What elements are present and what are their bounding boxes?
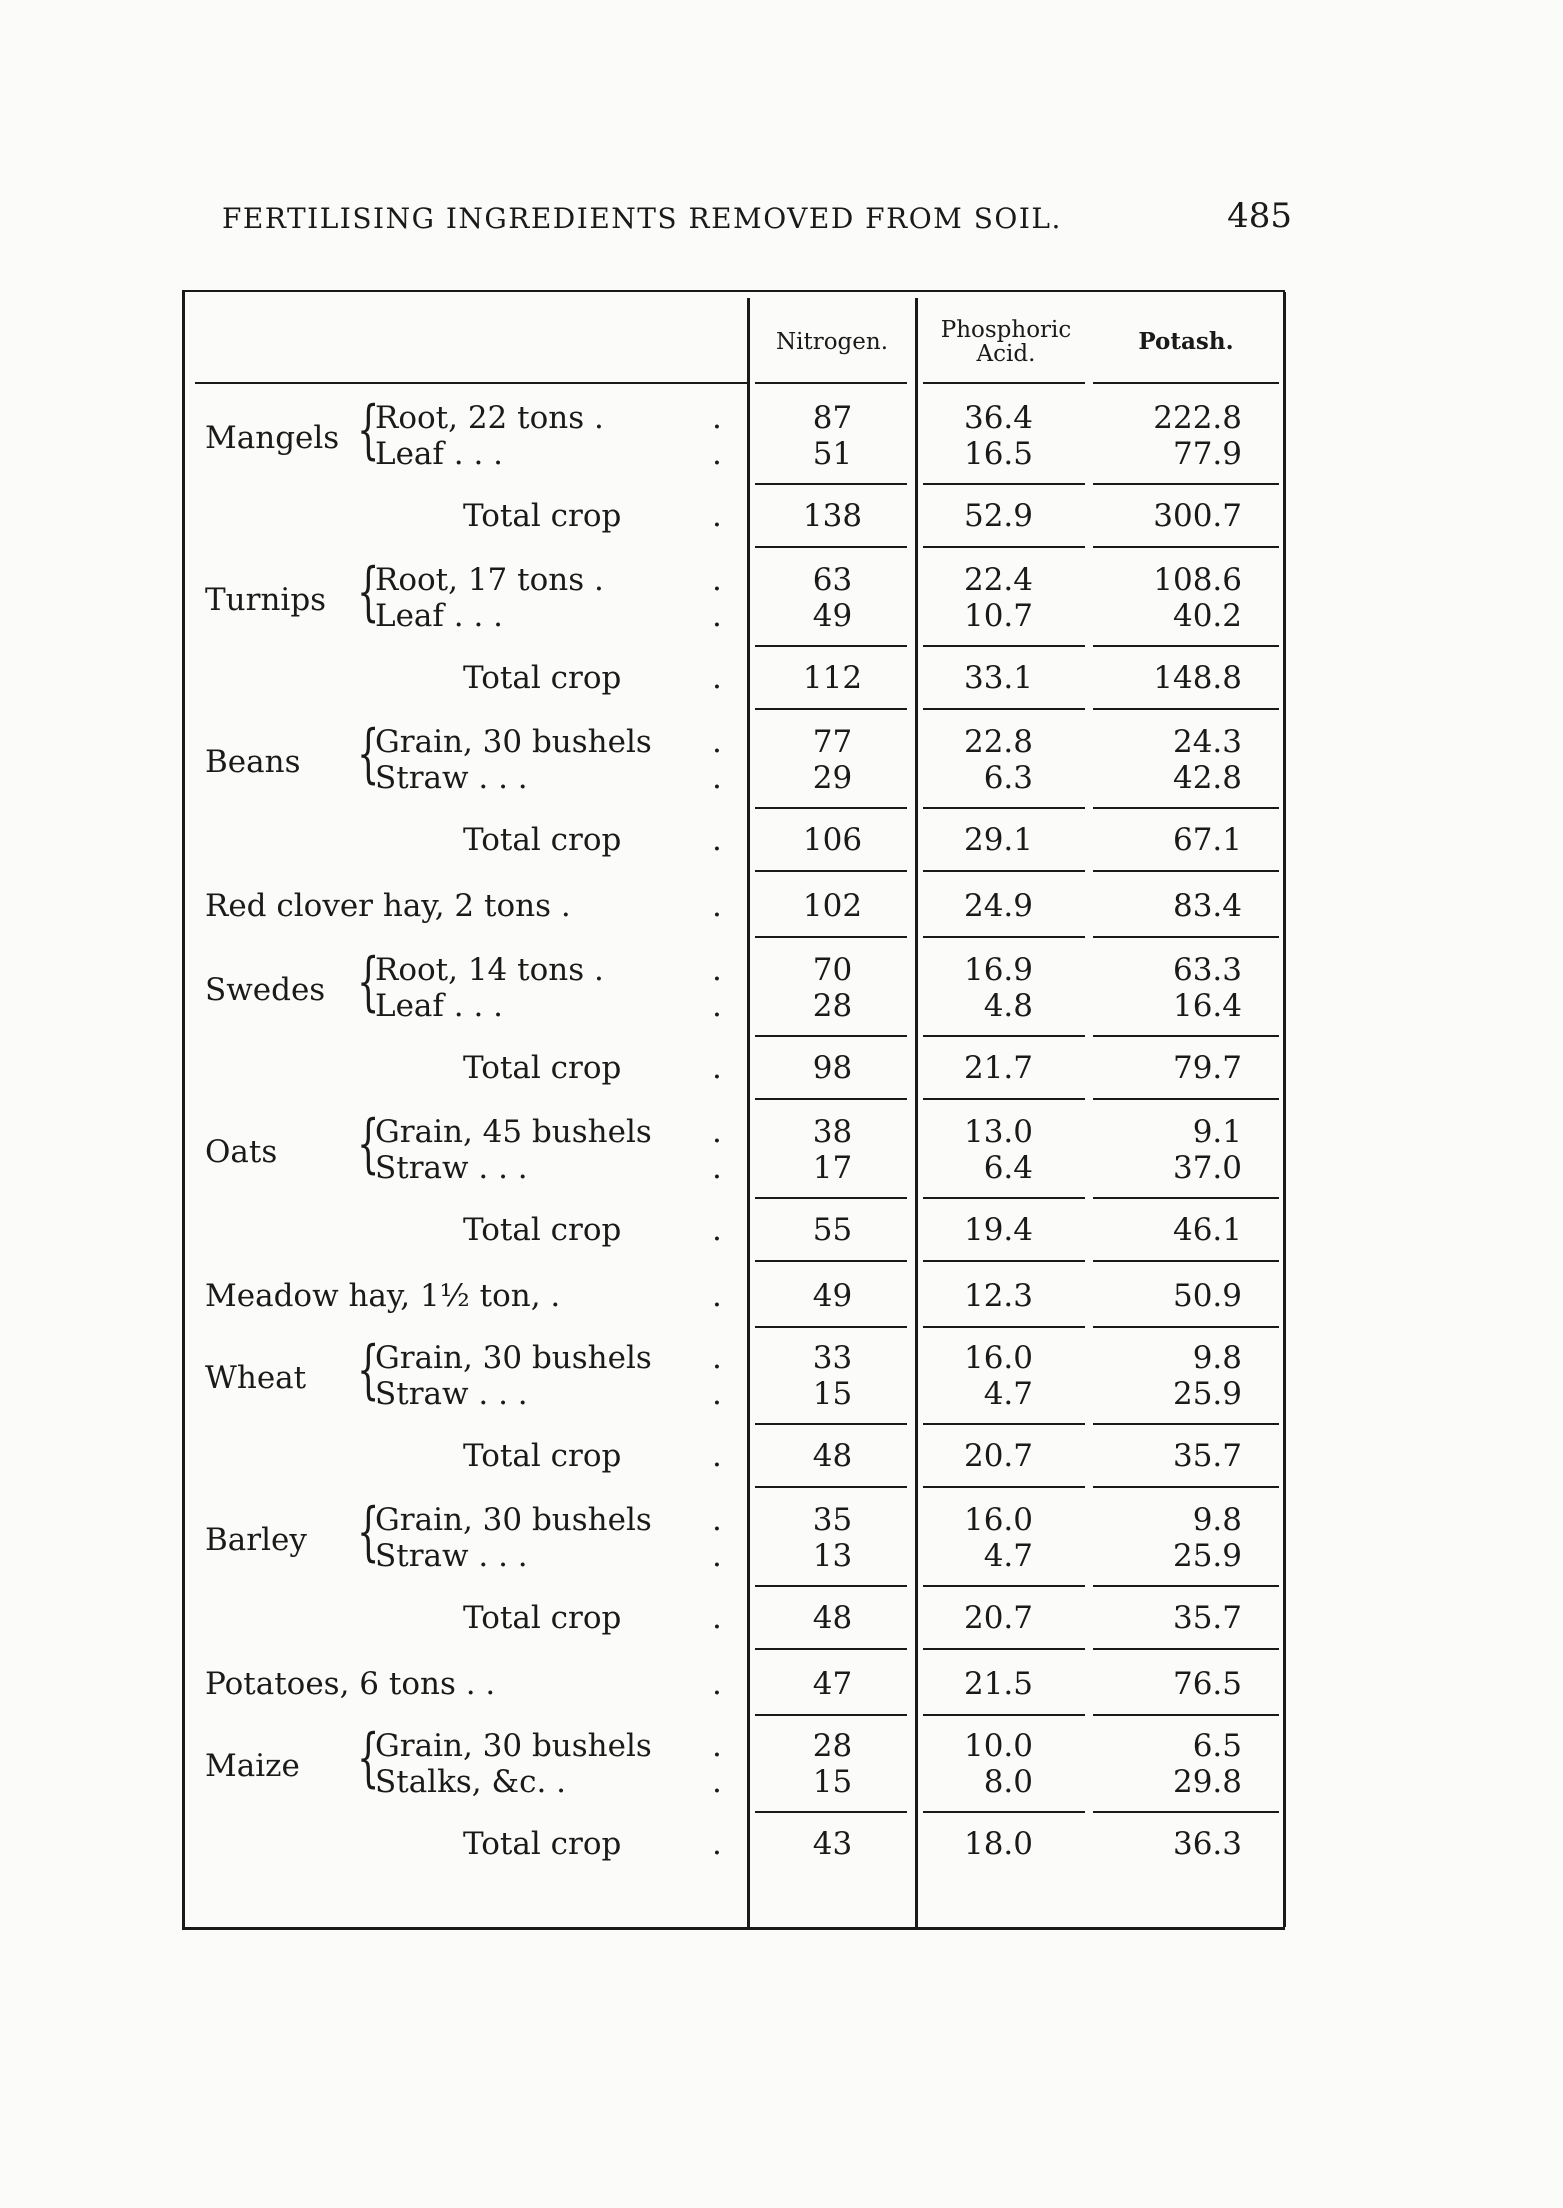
nitrogen-total: 55 xyxy=(812,1212,853,1248)
brace-glyph: { xyxy=(357,945,380,1019)
cell-rule xyxy=(1093,645,1279,647)
leader-dot: . xyxy=(712,988,722,1024)
nitrogen-value: 51 xyxy=(812,436,853,472)
phosphoric-acid-value: 12.3 xyxy=(963,1278,1033,1314)
potash-value: 16.4 xyxy=(1172,988,1242,1024)
leader-dot: . xyxy=(712,1728,722,1764)
nitrogen-total: 138 xyxy=(802,498,863,534)
brace-glyph: { xyxy=(357,717,380,791)
cell-rule xyxy=(923,1326,1085,1328)
leader-dot: . xyxy=(712,888,722,924)
leader-dot: . xyxy=(712,498,722,534)
crop-name: Barley xyxy=(205,1522,307,1558)
cell-rule xyxy=(1093,1326,1279,1328)
cell-rule xyxy=(923,1423,1085,1425)
leader-dot: . xyxy=(712,1764,722,1800)
cell-rule xyxy=(923,1486,1085,1488)
total-label: Total crop xyxy=(463,1826,622,1862)
phosphoric-acid-value: 4.7 xyxy=(983,1538,1033,1574)
nitrogen-value: 28 xyxy=(812,988,853,1024)
nitrogen-value: 70 xyxy=(812,952,853,988)
part-label: Grain, 30 bushels xyxy=(375,1728,652,1764)
cell-rule xyxy=(755,807,907,809)
phosphoric-acid-value: 8.0 xyxy=(983,1764,1033,1800)
cell-rule xyxy=(923,1098,1085,1100)
cell-rule xyxy=(923,1260,1085,1262)
crop-name: Turnips xyxy=(205,582,327,618)
nitrogen-total: 43 xyxy=(812,1826,853,1862)
total-label: Total crop xyxy=(463,1438,622,1474)
potash-value: 108.6 xyxy=(1153,562,1242,598)
leader-dot: . xyxy=(712,1278,722,1314)
potash-total: 300.7 xyxy=(1153,498,1242,534)
phosphoric-acid-total: 20.7 xyxy=(963,1600,1033,1636)
cell-rule xyxy=(1093,1648,1279,1650)
leader-dot: . xyxy=(712,562,722,598)
phosphoric-acid-value: 16.0 xyxy=(963,1340,1033,1376)
nitrogen-total: 48 xyxy=(812,1438,853,1474)
leader-dot: . xyxy=(712,1150,722,1186)
cell-rule xyxy=(755,936,907,938)
cell-rule xyxy=(1093,1098,1279,1100)
cell-rule xyxy=(1093,708,1279,710)
cell-rule xyxy=(1093,1585,1279,1587)
potash-value: 42.8 xyxy=(1172,760,1242,796)
phosphoric-acid-value: 16.0 xyxy=(963,1502,1033,1538)
leader-dot: . xyxy=(712,952,722,988)
part-label: Root, 17 tons . xyxy=(375,562,604,598)
cell-rule xyxy=(1093,1811,1279,1813)
cell-rule xyxy=(755,708,907,710)
cell-rule xyxy=(755,1423,907,1425)
leader-dot: . xyxy=(712,1340,722,1376)
cell-rule xyxy=(923,1035,1085,1037)
potash-value: 24.3 xyxy=(1172,724,1242,760)
phosphoric-acid-value: 22.4 xyxy=(963,562,1033,598)
nitrogen-value: 15 xyxy=(812,1376,853,1412)
crop-name: Maize xyxy=(205,1748,300,1784)
cell-rule xyxy=(755,1260,907,1262)
phosphoric-acid-total: 19.4 xyxy=(963,1212,1033,1248)
table-right-border xyxy=(1283,292,1286,1927)
cell-rule xyxy=(923,807,1085,809)
nitrogen-value: 17 xyxy=(812,1150,853,1186)
nitrogen-value: 28 xyxy=(812,1728,853,1764)
cell-rule xyxy=(923,1197,1085,1199)
leader-dot: . xyxy=(712,1376,722,1412)
nitrogen-value: 35 xyxy=(812,1502,853,1538)
phosphoric-acid-value: 24.9 xyxy=(963,888,1033,924)
cell-rule xyxy=(923,1714,1085,1716)
leader-dot: . xyxy=(712,1050,722,1086)
cell-rule xyxy=(1093,1486,1279,1488)
phosphoric-acid-value: 16.5 xyxy=(963,436,1033,472)
leader-dot: . xyxy=(712,724,722,760)
phosphoric-acid-value: 16.9 xyxy=(963,952,1033,988)
cell-rule xyxy=(755,1486,907,1488)
nitrogen-value: 49 xyxy=(812,1278,853,1314)
phosphoric-acid-value: 22.8 xyxy=(963,724,1033,760)
column-header-potash: Potash. xyxy=(1138,328,1234,355)
leader-dot: . xyxy=(712,1666,722,1702)
cell-rule xyxy=(923,483,1085,485)
leader-dot: . xyxy=(712,822,722,858)
phosphoric-acid-value: 6.4 xyxy=(983,1150,1033,1186)
cell-rule xyxy=(755,1648,907,1650)
cell-rule xyxy=(755,1197,907,1199)
cell-rule xyxy=(1093,1197,1279,1199)
header-rule xyxy=(755,382,907,384)
cell-rule xyxy=(923,645,1085,647)
nitrogen-value: 77 xyxy=(812,724,853,760)
potash-value: 25.9 xyxy=(1172,1538,1242,1574)
leader-dot: . xyxy=(712,1826,722,1862)
nitrogen-value: 49 xyxy=(812,598,853,634)
phosphoric-acid-value: 6.3 xyxy=(983,760,1033,796)
potash-total: 67.1 xyxy=(1172,822,1242,858)
potash-total: 36.3 xyxy=(1172,1826,1242,1862)
potash-value: 77.9 xyxy=(1172,436,1242,472)
cell-rule xyxy=(923,936,1085,938)
part-label: Root, 14 tons . xyxy=(375,952,604,988)
row-label: Potatoes, 6 tons . . xyxy=(205,1666,496,1702)
cell-rule xyxy=(1093,1035,1279,1037)
phosphoric-acid-value: 4.7 xyxy=(983,1376,1033,1412)
cell-rule xyxy=(1093,1714,1279,1716)
cell-rule xyxy=(1093,870,1279,872)
header-rule xyxy=(923,382,1085,384)
nitrogen-value: 15 xyxy=(812,1764,853,1800)
leader-dot: . xyxy=(712,760,722,796)
crop-name: Mangels xyxy=(205,420,340,456)
total-label: Total crop xyxy=(463,1212,622,1248)
potash-value: 50.9 xyxy=(1172,1278,1242,1314)
running-title: FERTILISING INGREDIENTS REMOVED FROM SOIL. xyxy=(222,202,1062,235)
nitrogen-total: 98 xyxy=(812,1050,853,1086)
phosphoric-acid-total: 29.1 xyxy=(963,822,1033,858)
page-header xyxy=(222,196,1292,236)
cell-rule xyxy=(923,546,1085,548)
cell-rule xyxy=(755,1714,907,1716)
brace-glyph: { xyxy=(357,1333,380,1407)
part-label: Stalks, &c. . xyxy=(375,1764,567,1800)
potash-total: 46.1 xyxy=(1172,1212,1242,1248)
part-label: Straw . . . xyxy=(375,1150,528,1186)
nitrogen-value: 13 xyxy=(812,1538,853,1574)
fertiliser-table xyxy=(182,290,1285,1930)
nitrogen-value: 87 xyxy=(812,400,853,436)
cell-rule xyxy=(755,645,907,647)
total-label: Total crop xyxy=(463,498,622,534)
brace-glyph: { xyxy=(357,1107,380,1181)
page-number: 485 xyxy=(1227,196,1292,236)
brace-glyph: { xyxy=(357,1721,380,1795)
crop-name: Beans xyxy=(205,744,301,780)
brace-glyph: { xyxy=(357,393,380,467)
phosphoric-acid-value: 10.7 xyxy=(963,598,1033,634)
nitrogen-value: 33 xyxy=(812,1340,853,1376)
nitrogen-value: 63 xyxy=(812,562,853,598)
row-label: Red clover hay, 2 tons . xyxy=(205,888,571,924)
leader-dot: . xyxy=(712,1600,722,1636)
potash-value: 29.8 xyxy=(1172,1764,1242,1800)
column-header-phosphoric-acid: Phosphoric Acid. xyxy=(940,317,1072,367)
cell-rule xyxy=(1093,483,1279,485)
column-header-nitrogen: Nitrogen. xyxy=(775,329,889,355)
leader-dot: . xyxy=(712,1114,722,1150)
part-label: Leaf . . . xyxy=(375,436,504,472)
leader-dot: . xyxy=(712,1212,722,1248)
part-label: Grain, 30 bushels xyxy=(375,1502,652,1538)
potash-total: 35.7 xyxy=(1172,1600,1242,1636)
phosphoric-acid-value: 21.5 xyxy=(963,1666,1033,1702)
part-label: Grain, 30 bushels xyxy=(375,724,652,760)
potash-value: 9.1 xyxy=(1192,1114,1242,1150)
total-label: Total crop xyxy=(463,1050,622,1086)
leader-dot: . xyxy=(712,660,722,696)
leader-dot: . xyxy=(712,598,722,634)
phosphoric-acid-value: 36.4 xyxy=(963,400,1033,436)
part-label: Straw . . . xyxy=(375,1538,528,1574)
phosphoric-acid-total: 52.9 xyxy=(963,498,1033,534)
cell-rule xyxy=(1093,1260,1279,1262)
cell-rule xyxy=(755,483,907,485)
part-label: Leaf . . . xyxy=(375,988,504,1024)
phosphoric-acid-total: 21.7 xyxy=(963,1050,1033,1086)
nitrogen-total: 106 xyxy=(802,822,863,858)
nitrogen-value: 38 xyxy=(812,1114,853,1150)
phosphoric-acid-value: 4.8 xyxy=(983,988,1033,1024)
row-label: Meadow hay, 1½ ton, . xyxy=(205,1278,561,1314)
part-label: Leaf . . . xyxy=(375,598,504,634)
potash-value: 222.8 xyxy=(1153,400,1242,436)
part-label: Root, 22 tons . xyxy=(375,400,604,436)
potash-value: 6.5 xyxy=(1192,1728,1242,1764)
header-rule xyxy=(195,382,747,384)
leader-dot: . xyxy=(712,1502,722,1538)
leader-dot: . xyxy=(712,400,722,436)
cell-rule xyxy=(923,708,1085,710)
cell-rule xyxy=(755,1326,907,1328)
phosphoric-acid-total: 20.7 xyxy=(963,1438,1033,1474)
cell-rule xyxy=(755,1098,907,1100)
brace-glyph: { xyxy=(357,555,380,629)
cell-rule xyxy=(755,870,907,872)
part-label: Straw . . . xyxy=(375,760,528,796)
part-label: Grain, 30 bushels xyxy=(375,1340,652,1376)
nitrogen-value: 29 xyxy=(812,760,853,796)
crop-name: Wheat xyxy=(205,1360,307,1396)
total-label: Total crop xyxy=(463,822,622,858)
phosphoric-acid-total: 18.0 xyxy=(963,1826,1033,1862)
leader-dot: . xyxy=(712,1438,722,1474)
potash-value: 83.4 xyxy=(1172,888,1242,924)
nitrogen-value: 47 xyxy=(812,1666,853,1702)
potash-value: 63.3 xyxy=(1172,952,1242,988)
potash-total: 79.7 xyxy=(1172,1050,1242,1086)
cell-rule xyxy=(923,870,1085,872)
total-label: Total crop xyxy=(463,660,622,696)
phosphoric-acid-value: 10.0 xyxy=(963,1728,1033,1764)
potash-value: 25.9 xyxy=(1172,1376,1242,1412)
cell-rule xyxy=(923,1811,1085,1813)
potash-value: 9.8 xyxy=(1192,1502,1242,1538)
potash-value: 40.2 xyxy=(1172,598,1242,634)
part-label: Grain, 45 bushels xyxy=(375,1114,652,1150)
phosphoric-acid-value: 13.0 xyxy=(963,1114,1033,1150)
brace-glyph: { xyxy=(357,1495,380,1569)
cell-rule xyxy=(923,1585,1085,1587)
cell-rule xyxy=(923,1648,1085,1650)
potash-value: 9.8 xyxy=(1192,1340,1242,1376)
potash-value: 76.5 xyxy=(1172,1666,1242,1702)
potash-value: 37.0 xyxy=(1172,1150,1242,1186)
phosphoric-acid-total: 33.1 xyxy=(963,660,1033,696)
crop-name: Oats xyxy=(205,1134,278,1170)
nitrogen-total: 112 xyxy=(802,660,863,696)
cell-rule xyxy=(1093,807,1279,809)
cell-rule xyxy=(1093,936,1279,938)
part-label: Straw . . . xyxy=(375,1376,528,1412)
cell-rule xyxy=(755,1035,907,1037)
cell-rule xyxy=(755,1585,907,1587)
header-rule xyxy=(1093,382,1279,384)
nitrogen-value: 102 xyxy=(802,888,863,924)
total-label: Total crop xyxy=(463,1600,622,1636)
leader-dot: . xyxy=(712,1538,722,1574)
cell-rule xyxy=(1093,546,1279,548)
potash-total: 35.7 xyxy=(1172,1438,1242,1474)
cell-rule xyxy=(1093,1423,1279,1425)
cell-rule xyxy=(755,1811,907,1813)
cell-rule xyxy=(755,546,907,548)
potash-total: 148.8 xyxy=(1153,660,1242,696)
crop-name: Swedes xyxy=(205,972,326,1008)
leader-dot: . xyxy=(712,436,722,472)
nitrogen-total: 48 xyxy=(812,1600,853,1636)
